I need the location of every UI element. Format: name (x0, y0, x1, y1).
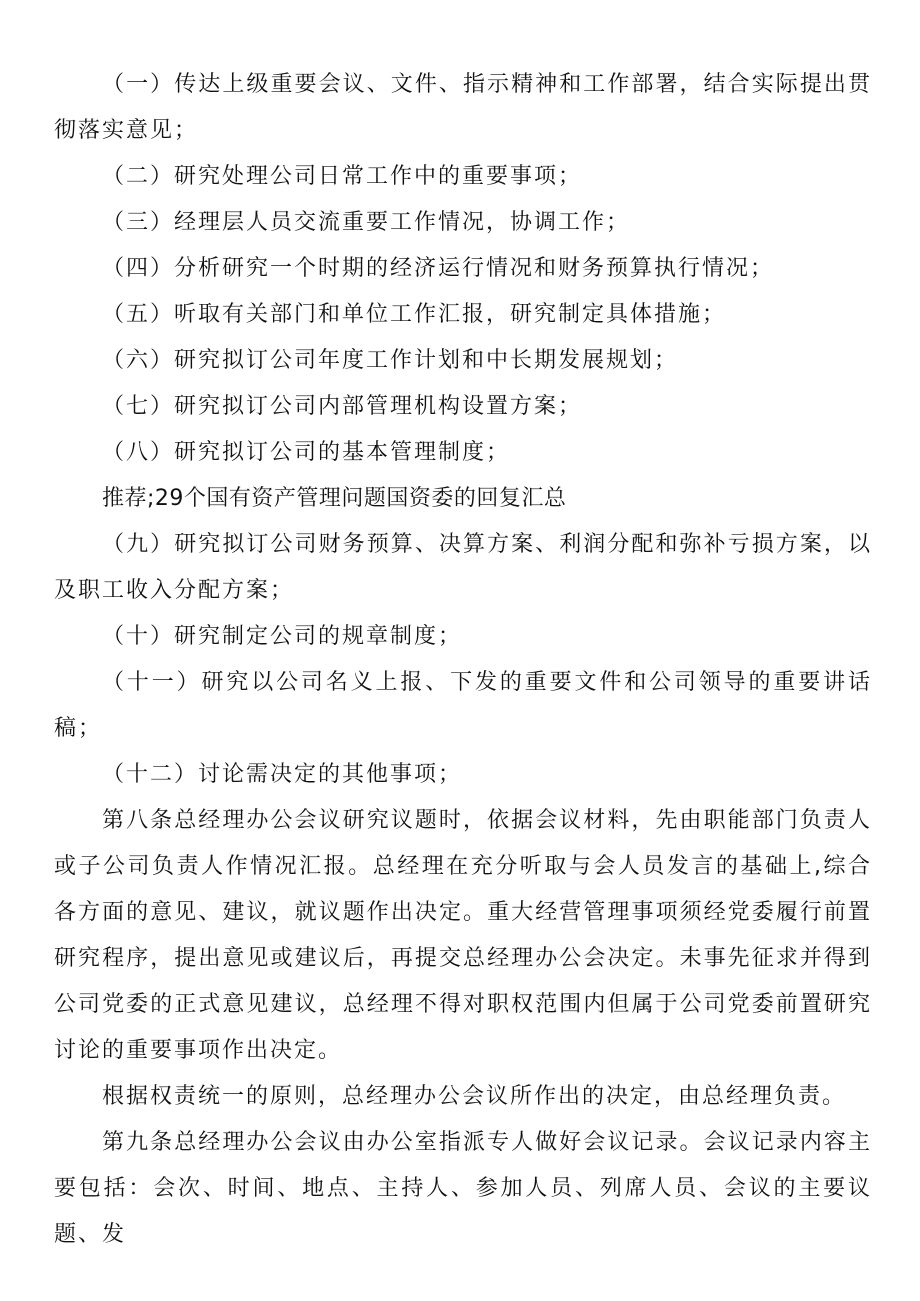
clause-item-11: （十一）研究以公司名义上报、下发的重要文件和公司领导的重要讲话稿； (54, 670, 872, 741)
clause-item-8: （八）研究拟订公司的基本管理制度； (102, 440, 511, 465)
article-8-paragraph: 第八条总经理办公会议研究议题时，依据会议材料，先由职能部门负责人或子公司负责人作情况汇报。总经理在充分听取与会人员发言的基础上,综合各方面的意见、建议，就议题作出决定。重大经营管理事项须经党委履行前置研究程序，提出意见或建议后，再提交总经理办公会决定。未事先征求并得到公司党委的正式意见建议，总经理不得对职权范围内但属于公司党委前置研究讨论的重要事项作出决定。 (54, 808, 872, 1063)
clause-item-3: （三）经理层人员交流重要工作情况，协调工作； (102, 210, 631, 235)
clause-item-12: （十二）讨论需决定的其他事项； (102, 762, 463, 787)
clause-item-7: （七）研究拟订公司内部管理机构设置方案； (102, 394, 583, 419)
responsibility-paragraph: 根据权责统一的原则，总经理办公会议所作出的决定，由总经理负责。 (102, 1084, 847, 1109)
clause-item-4: （四）分析研究一个时期的经济运行情况和财务预算执行情况； (102, 256, 775, 281)
clause-item-6: （六）研究拟订公司年度工作计划和中长期发展规划； (102, 348, 679, 373)
clause-item-1: （一）传达上级重要会议、文件、指示精神和工作部署，结合实际提出贯彻落实意见； (54, 72, 872, 143)
clause-item-5: （五）听取有关部门和单位工作汇报，研究制定具体措施； (102, 302, 727, 327)
clause-item-10: （十）研究制定公司的规章制度； (102, 624, 463, 649)
clause-item-2: （二）研究处理公司日常工作中的重要事项； (102, 164, 583, 189)
article-9-paragraph: 第九条总经理办公会议由办公室指派专人做好会议记录。会议记录内容主要包括：会次、时间、地点、主持人、参加人员、列席人员、会议的主要议题、发 (54, 1130, 872, 1247)
clause-item-9: （九）研究拟订公司财务预算、决算方案、利润分配和弥补亏损方案，以及职工收入分配方案； (54, 532, 872, 603)
recommendation-line: 推荐;29个国有资产管理问题国资委的回复汇总 (102, 486, 567, 511)
